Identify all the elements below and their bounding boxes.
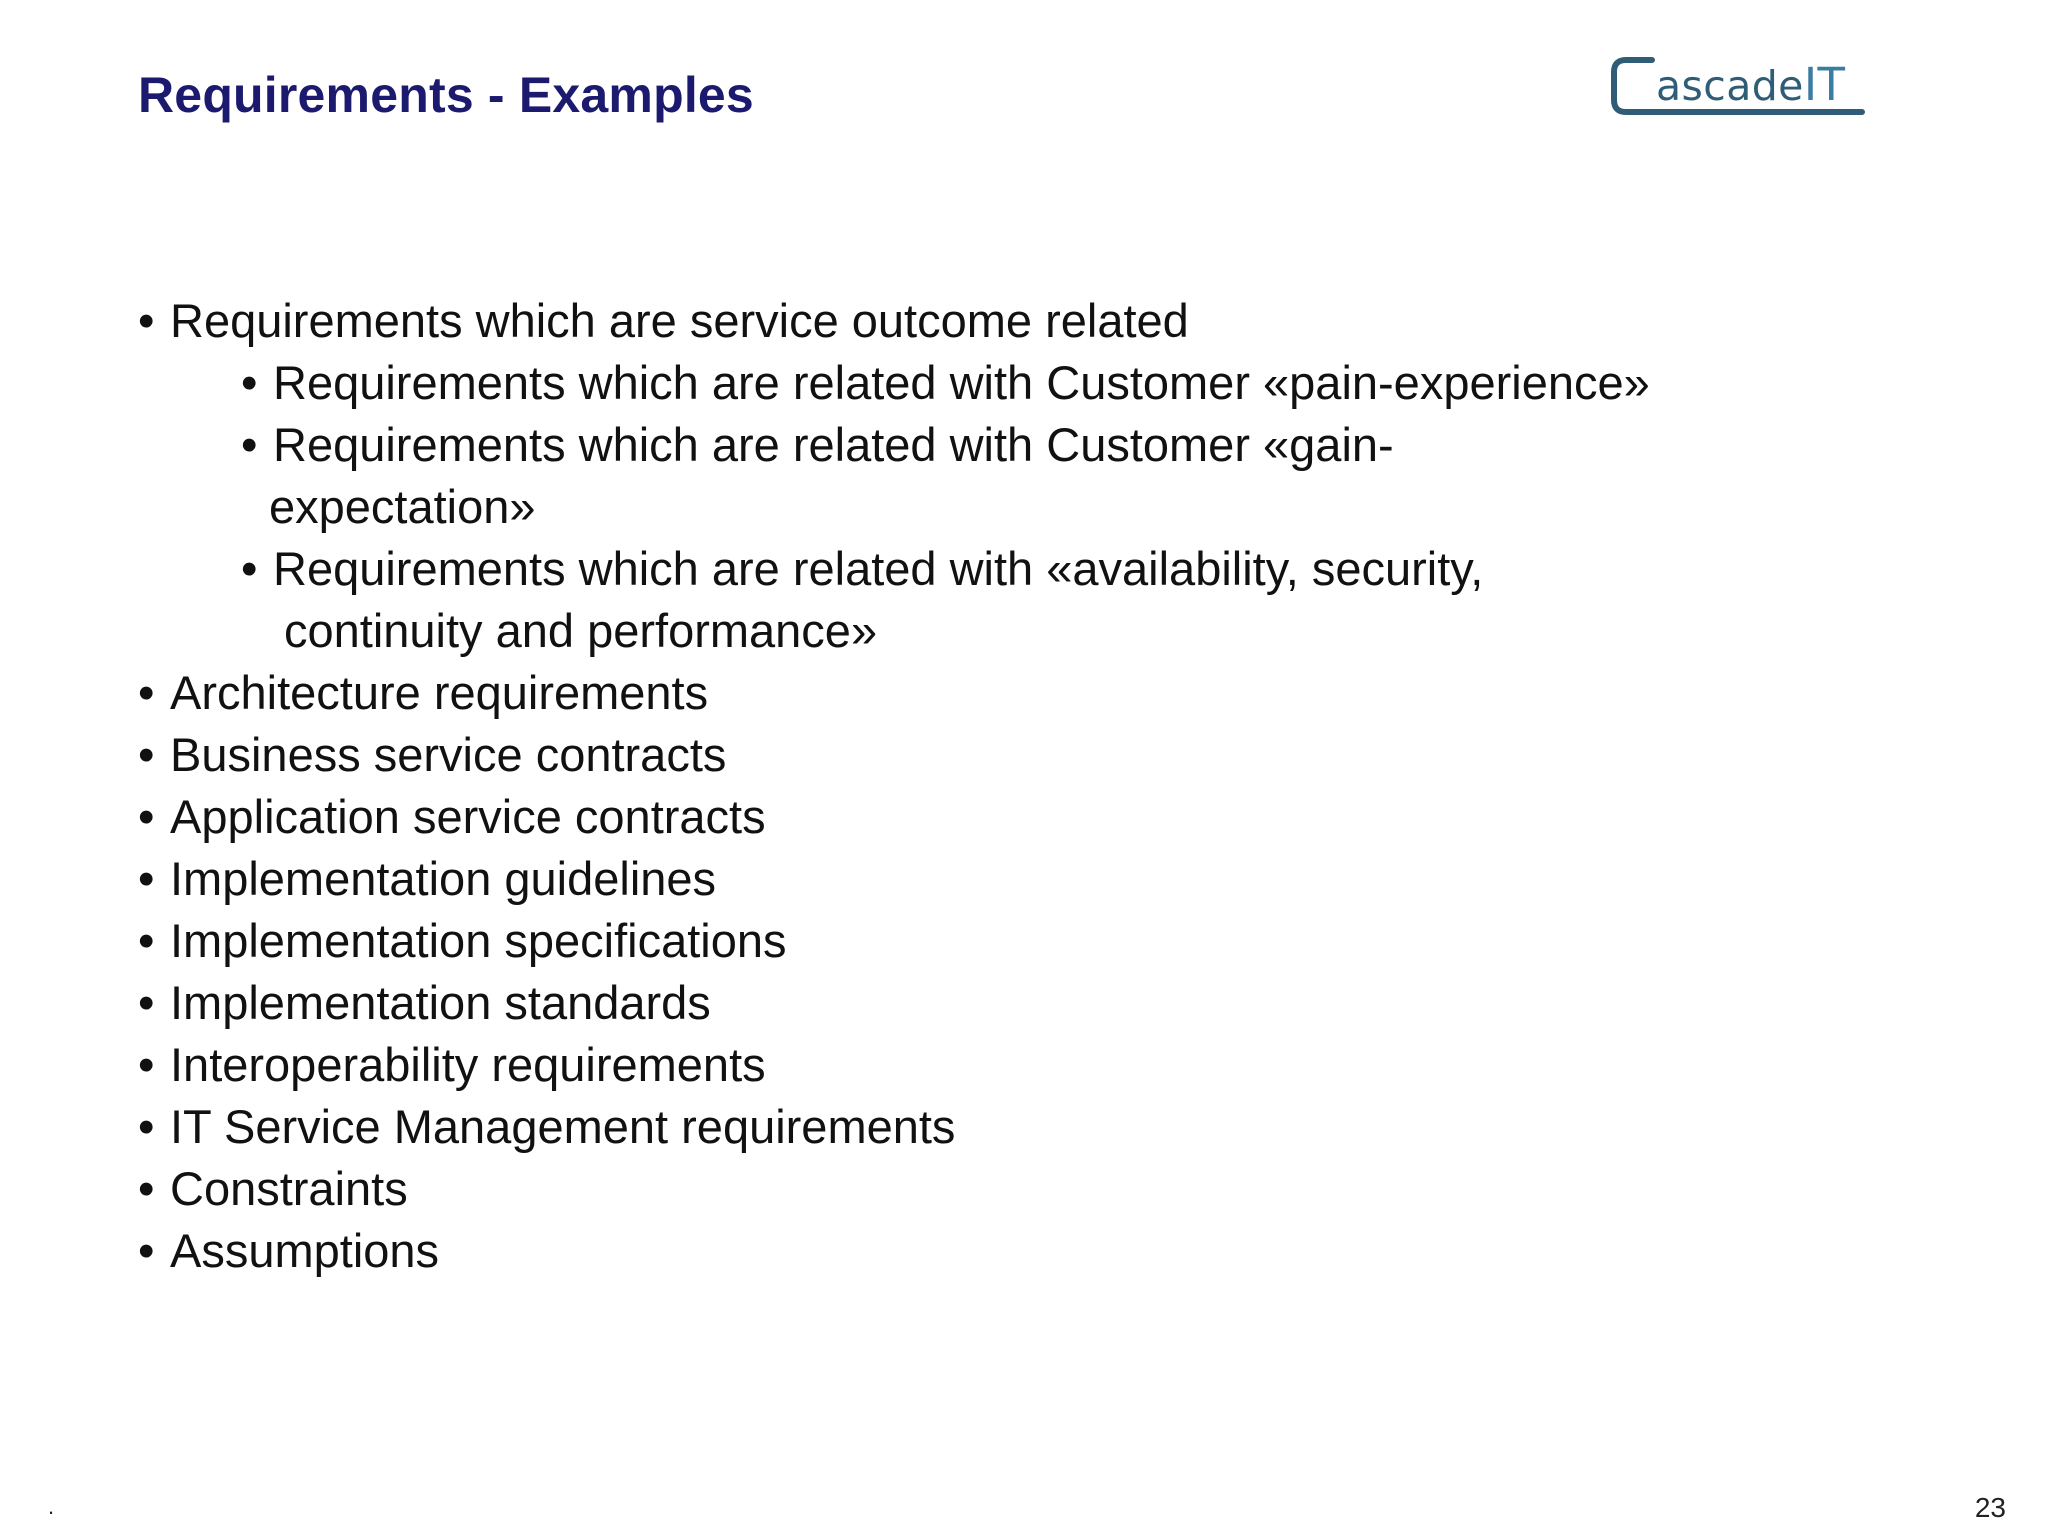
logo-text: ascade xyxy=(1656,62,1804,110)
bullet-item: • Business service contracts xyxy=(138,724,1650,786)
cascade-it-logo xyxy=(1608,54,1868,118)
bullet-item: • Implementation standards xyxy=(138,972,1650,1034)
slide-title: Requirements - Examples xyxy=(138,67,754,123)
bullet-item: • Interoperability requirements xyxy=(138,1034,1650,1096)
bullet-item: • Assumptions xyxy=(138,1220,1650,1282)
bullet-item: • Implementation specifications xyxy=(138,910,1650,972)
bullet-list xyxy=(138,290,1650,1282)
footer-mark: . xyxy=(48,1494,55,1519)
bullet-item: • Requirements which are service outcome related xyxy=(138,290,1650,352)
logo-suffix: IT xyxy=(1803,58,1846,111)
bullet-item: • IT Service Management requirements xyxy=(138,1096,1650,1158)
sub-bullet-item: • Requirements which are related with Customer «gain- xyxy=(241,414,1650,476)
bullet-item: • Application service contracts xyxy=(138,786,1650,848)
bullet-item: • Implementation guidelines xyxy=(138,848,1650,910)
bullet-item: • Architecture requirements xyxy=(138,662,1650,724)
sub-bullet-continuation: continuity and performance» xyxy=(284,604,878,657)
sub-bullet-item: • Requirements which are related with «availability, security, xyxy=(241,538,1650,600)
sub-bullet-item: • Requirements which are related with Customer «pain-experience» xyxy=(241,352,1650,414)
sub-bullet-continuation: expectation» xyxy=(269,480,536,533)
logo-wordmark xyxy=(1656,60,1845,111)
bullet-item: • Constraints xyxy=(138,1158,1650,1220)
page-number: 23 xyxy=(1974,1492,2006,1523)
